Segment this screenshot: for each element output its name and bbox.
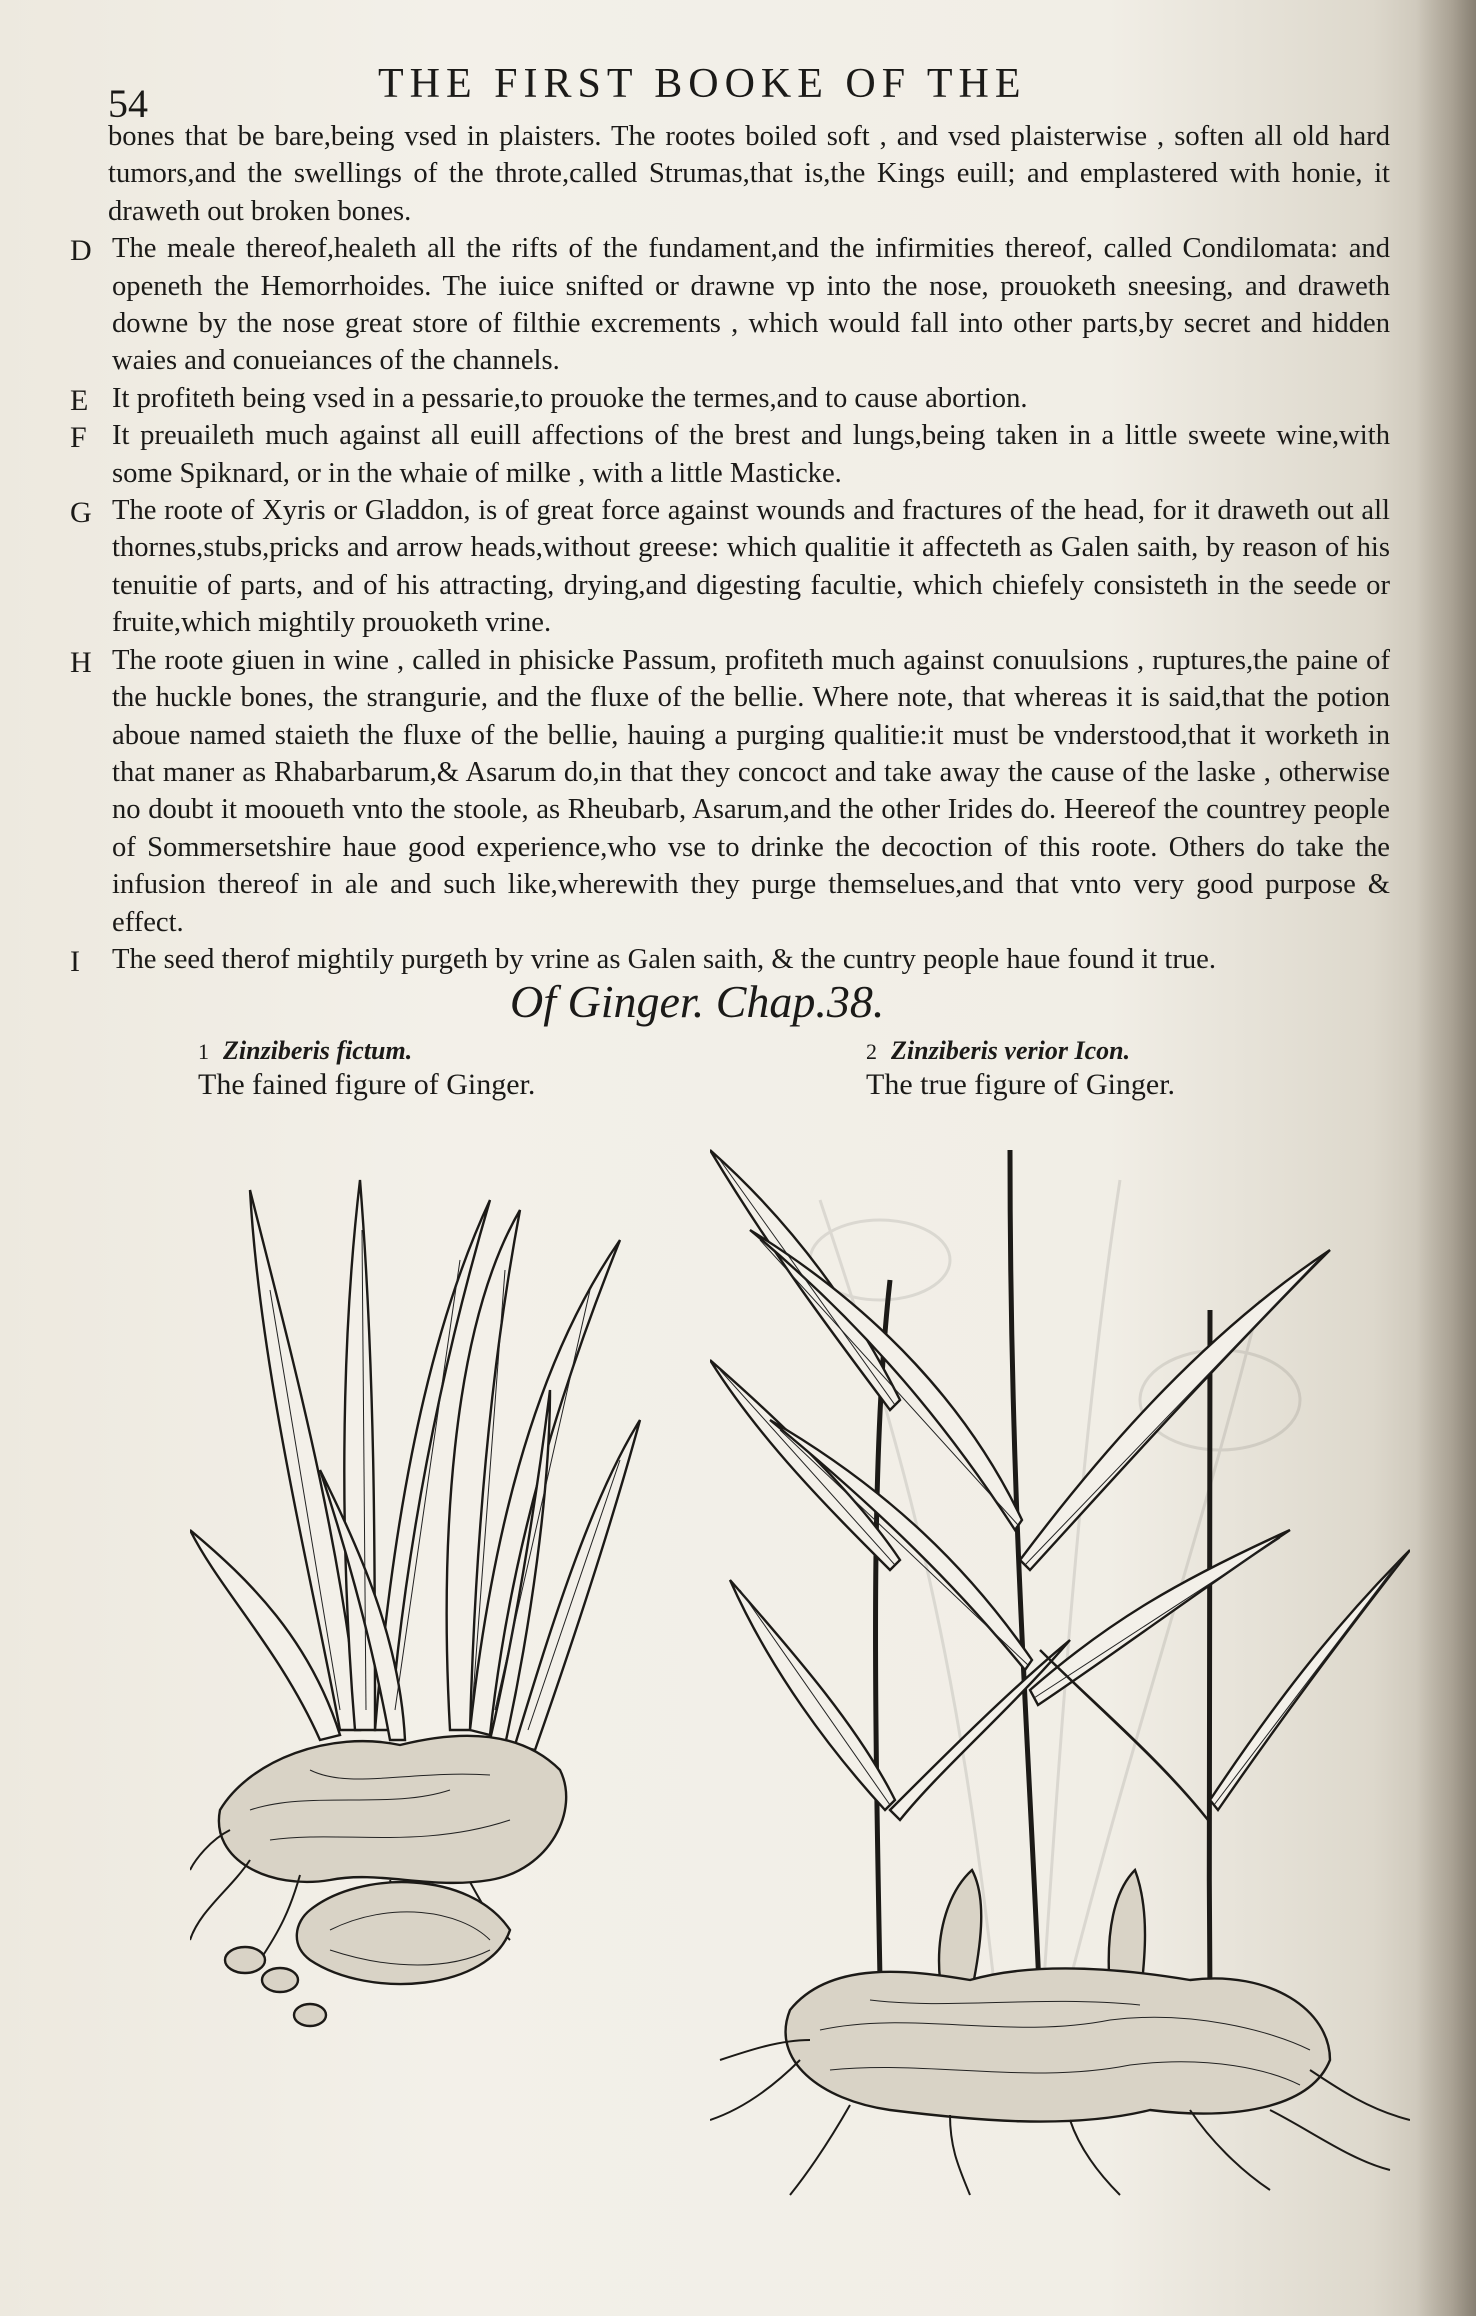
margin-letter-d: D	[70, 234, 92, 268]
paragraph-text: It preuaileth much against all euill affections of the brest and lungs,being taken in a little sweete wine,with some Spiknard, or in the whaie of milke , with a little Masticke.	[112, 420, 1390, 489]
margin-letter-g: G	[70, 496, 92, 530]
paragraph-text: The meale thereof,healeth all the rifts of the fundament,and the infirmities thereof, called Condilomata: and openeth the Hemorrhoides. The iuice snifted or drawne vp into the nose, prouoketh sneesing, and draweth downe by the nose great store of filthie excrements , which would fall into other parts,by secret and hidden waies and conueiances of the channels.	[112, 233, 1390, 377]
figure-caption-left	[198, 1036, 535, 1102]
figure-english-name: The fained figure of Ginger.	[198, 1068, 536, 1101]
body-text	[70, 118, 1390, 978]
paragraph-text: bones that be bare,being vsed in plaisters. The rootes boiled soft , and vsed plaisterwise , soften all old hard tumors,and the swellings of the throte,called Strumas,that is,the Kings euill; and emplastered with honie, it draweth out broken bones.	[108, 121, 1390, 227]
margin-letter-h: H	[70, 645, 92, 679]
paragraph-h	[70, 642, 1390, 941]
figure-number: 1	[198, 1039, 209, 1064]
paragraph-text: The seed therof mightily purgeth by vrine as Galen saith, & the cuntry people haue found it true.	[112, 943, 1217, 975]
margin-letter-f: F	[70, 421, 87, 455]
chapter-title: Of Ginger. Chap.38.	[510, 976, 885, 1027]
page-number: 54	[108, 81, 148, 126]
paragraph-g	[70, 492, 1390, 642]
paragraph-f	[70, 417, 1390, 492]
page-header	[0, 50, 1476, 126]
fained-ginger-woodcut	[190, 1170, 650, 2050]
figure-number: 2	[866, 1039, 877, 1064]
paragraph-e	[70, 380, 1390, 417]
paragraph-text: It profiteth being vsed in a pessarie,to prouoke the termes,and to cause abortion.	[112, 382, 1028, 414]
margin-letter-i: I	[70, 944, 80, 978]
paragraph-text: The roote of Xyris or Gladdon, is of great force against wounds and fractures of the head, for it draweth out all thornes,stubs,pricks and arrow heads,without greese: which qualitie it affecteth as Galen saith, by reason of his tenuitie of parts, and of his attracting, drying,and digesting facultie, which chiefely consisteth in the seede or fruite,which mightily prouoketh vrine.	[112, 495, 1390, 639]
page-gutter-shadow	[1416, 0, 1476, 2316]
paragraph-d	[70, 230, 1390, 380]
paragraph-text: The roote giuen in wine , called in phisicke Passum, profiteth much against conuulsions , ruptures,the paine of the huckle bones, the strangurie, and the fluxe of the bellie. Where note, that whereas it is said,that the potion aboue named staieth the fluxe of the bellie, hauing a purging qualitie:it must be vnderstood,that it worketh in that maner as Rhabarbarum,& Asarum do,in that they concoct and take away the cause of the laske , otherwise no doubt it mooueth vnto the stoole, as Rheubarb, Asarum,and the other Irides do. Heereof the countrey people of Sommersetshire haue good experience,who vse to drinke the decoction of this roote. Others do take the infusion thereof in ale and such like,wherewith they purge themselues,and that vnto very good purpose & effect.	[112, 644, 1390, 938]
figure-latin-name: Zinziberis fictum.	[223, 1036, 413, 1065]
running-head: THE FIRST BOOKE OF THE	[378, 61, 1027, 107]
true-ginger-woodcut	[710, 1110, 1410, 2200]
figure-latin-name: Zinziberis verior Icon.	[891, 1036, 1131, 1065]
paragraph-i	[70, 941, 1390, 978]
figure-english-name: The true figure of Ginger.	[866, 1068, 1176, 1101]
figure-caption-right	[866, 1036, 1175, 1102]
paragraph-continued	[70, 118, 1390, 230]
margin-letter-e: E	[70, 383, 89, 417]
